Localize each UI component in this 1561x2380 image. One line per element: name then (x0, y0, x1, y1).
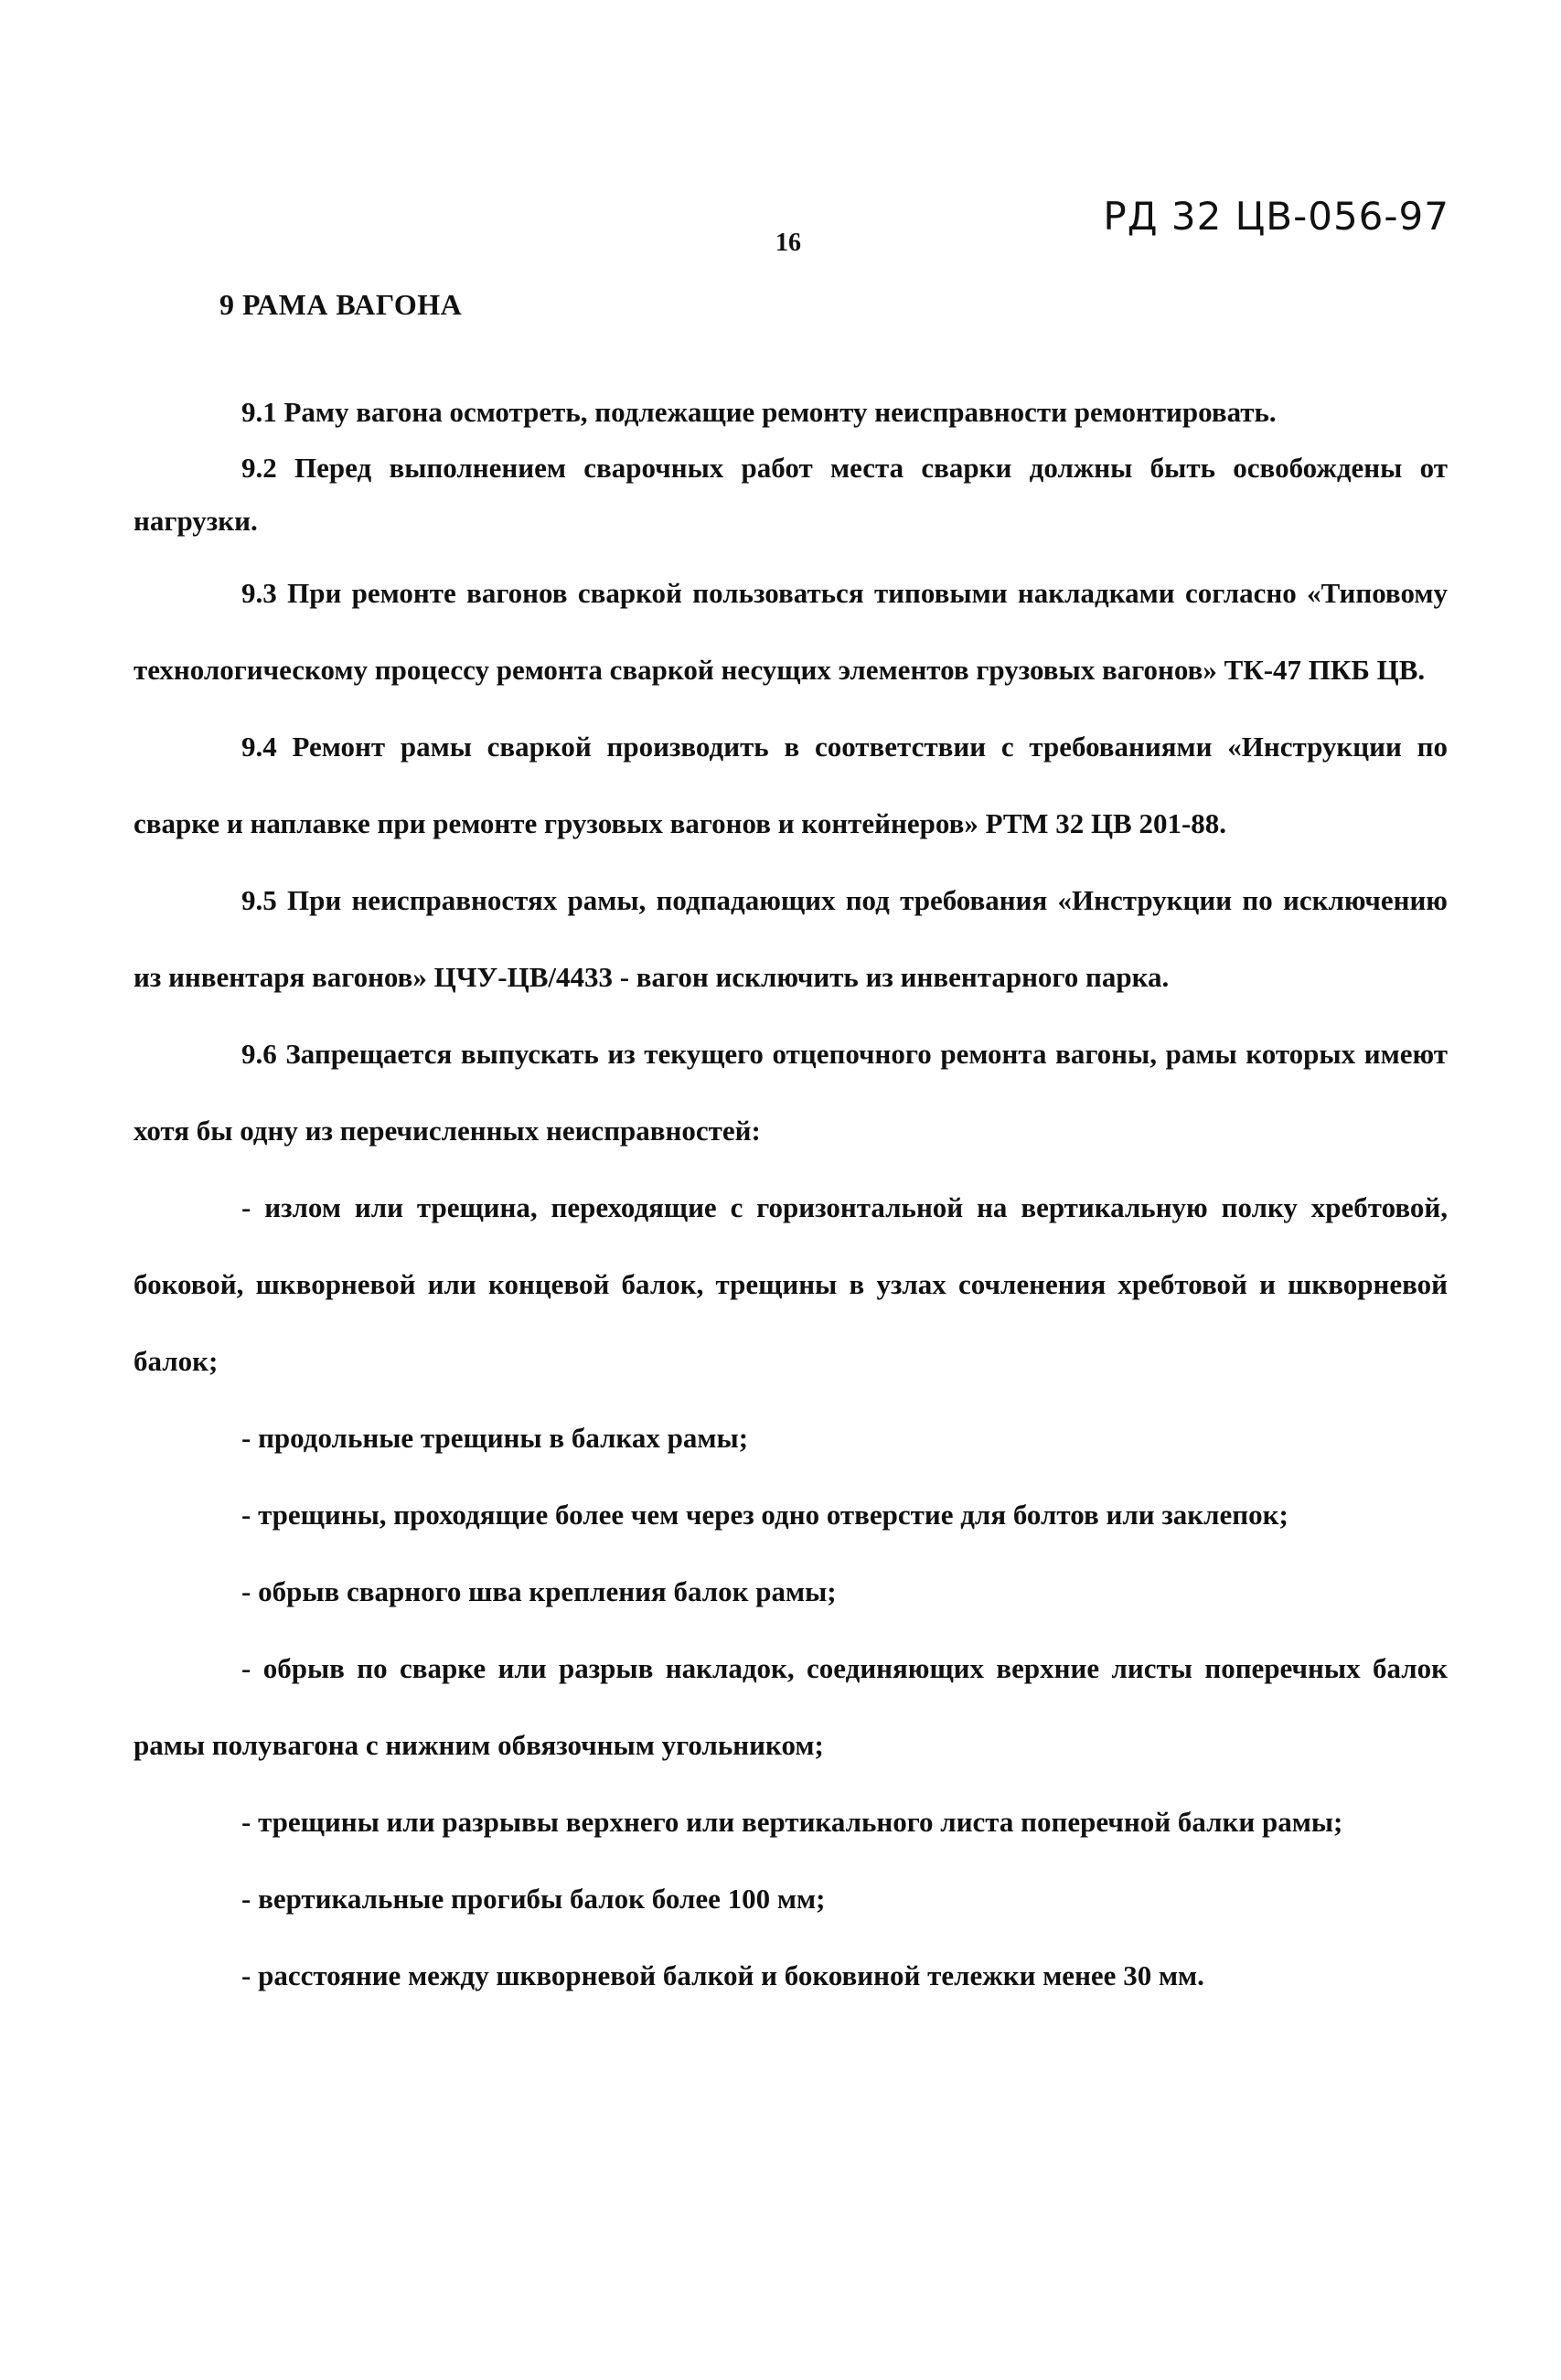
defect-list-item: - трещины, проходящие более чем через одно отверстие для болтов или заклепок; (241, 1499, 1288, 1531)
page-number: 16 (775, 229, 801, 257)
document-body (134, 389, 1448, 2014)
section-title: 9 РАМА ВАГОНА (219, 288, 463, 321)
paragraph-9-1: 9.1 Раму вагона осмотреть, подлежащие ремонту неисправности ремонтировать. (241, 396, 1277, 428)
defect-list-item: - продольные трещины в балках рамы; (241, 1422, 749, 1454)
paragraph-9-4: 9.4 Ремонт рамы сваркой производить в соответствии с требованиями «Инструкции по сварке и наплавке при ремонте грузовых вагонов и контейнеров» РТМ 32 ЦВ 201-88. (134, 731, 1448, 839)
paragraph-9-5: 9.5 При неисправностях рамы, подпадающих под требования «Инструкции по исключению из инвентаря вагонов» ЦЧУ-ЦВ/4433 - вагон исключить из инвентарного парка. (134, 884, 1448, 993)
defect-list-item: - расстояние между шкворневой балкой и боковиной тележки менее 30 мм. (241, 1959, 1204, 1991)
defect-list-item: - трещины или разрывы верхнего или вертикального листа поперечной балки рамы; (241, 1806, 1343, 1838)
document-code: РД 32 ЦВ-056-97 (1103, 194, 1449, 239)
paragraph-9-3: 9.3 При ремонте вагонов сваркой пользоваться типовыми накладками согласно «Типовому технологическому процессу ремонта сваркой несущих элементов грузовых вагонов» ТК-47 ПКБ ЦВ. (134, 577, 1448, 686)
paragraph-9-6: 9.6 Запрещается выпускать из текущего отцепочного ремонта вагоны, рамы которых имеют хотя бы одну из перечисленных неисправностей: (134, 1038, 1448, 1147)
defect-list-item: - излом или трещина, переходящие с горизонтальной на вертикальную полку хребтовой, боковой, шкворневой или концевой балок, трещины в узлах сочленения хребтовой и шкворневой балок; (134, 1191, 1448, 1377)
defect-list-item: - вертикальные прогибы балок более 100 мм; (241, 1883, 826, 1915)
defect-list (134, 1169, 1448, 2014)
paragraph-9-2: 9.2 Перед выполнением сварочных работ места сварки должны быть освобождены от нагрузки. (134, 452, 1448, 537)
defect-list-item: - обрыв по сварке или разрыв накладок, соединяющих верхние листы поперечных балок рамы полувагона с нижним обвязочным угольником; (134, 1652, 1448, 1761)
defect-list-item: - обрыв сварного шва крепления балок рамы; (241, 1575, 837, 1607)
